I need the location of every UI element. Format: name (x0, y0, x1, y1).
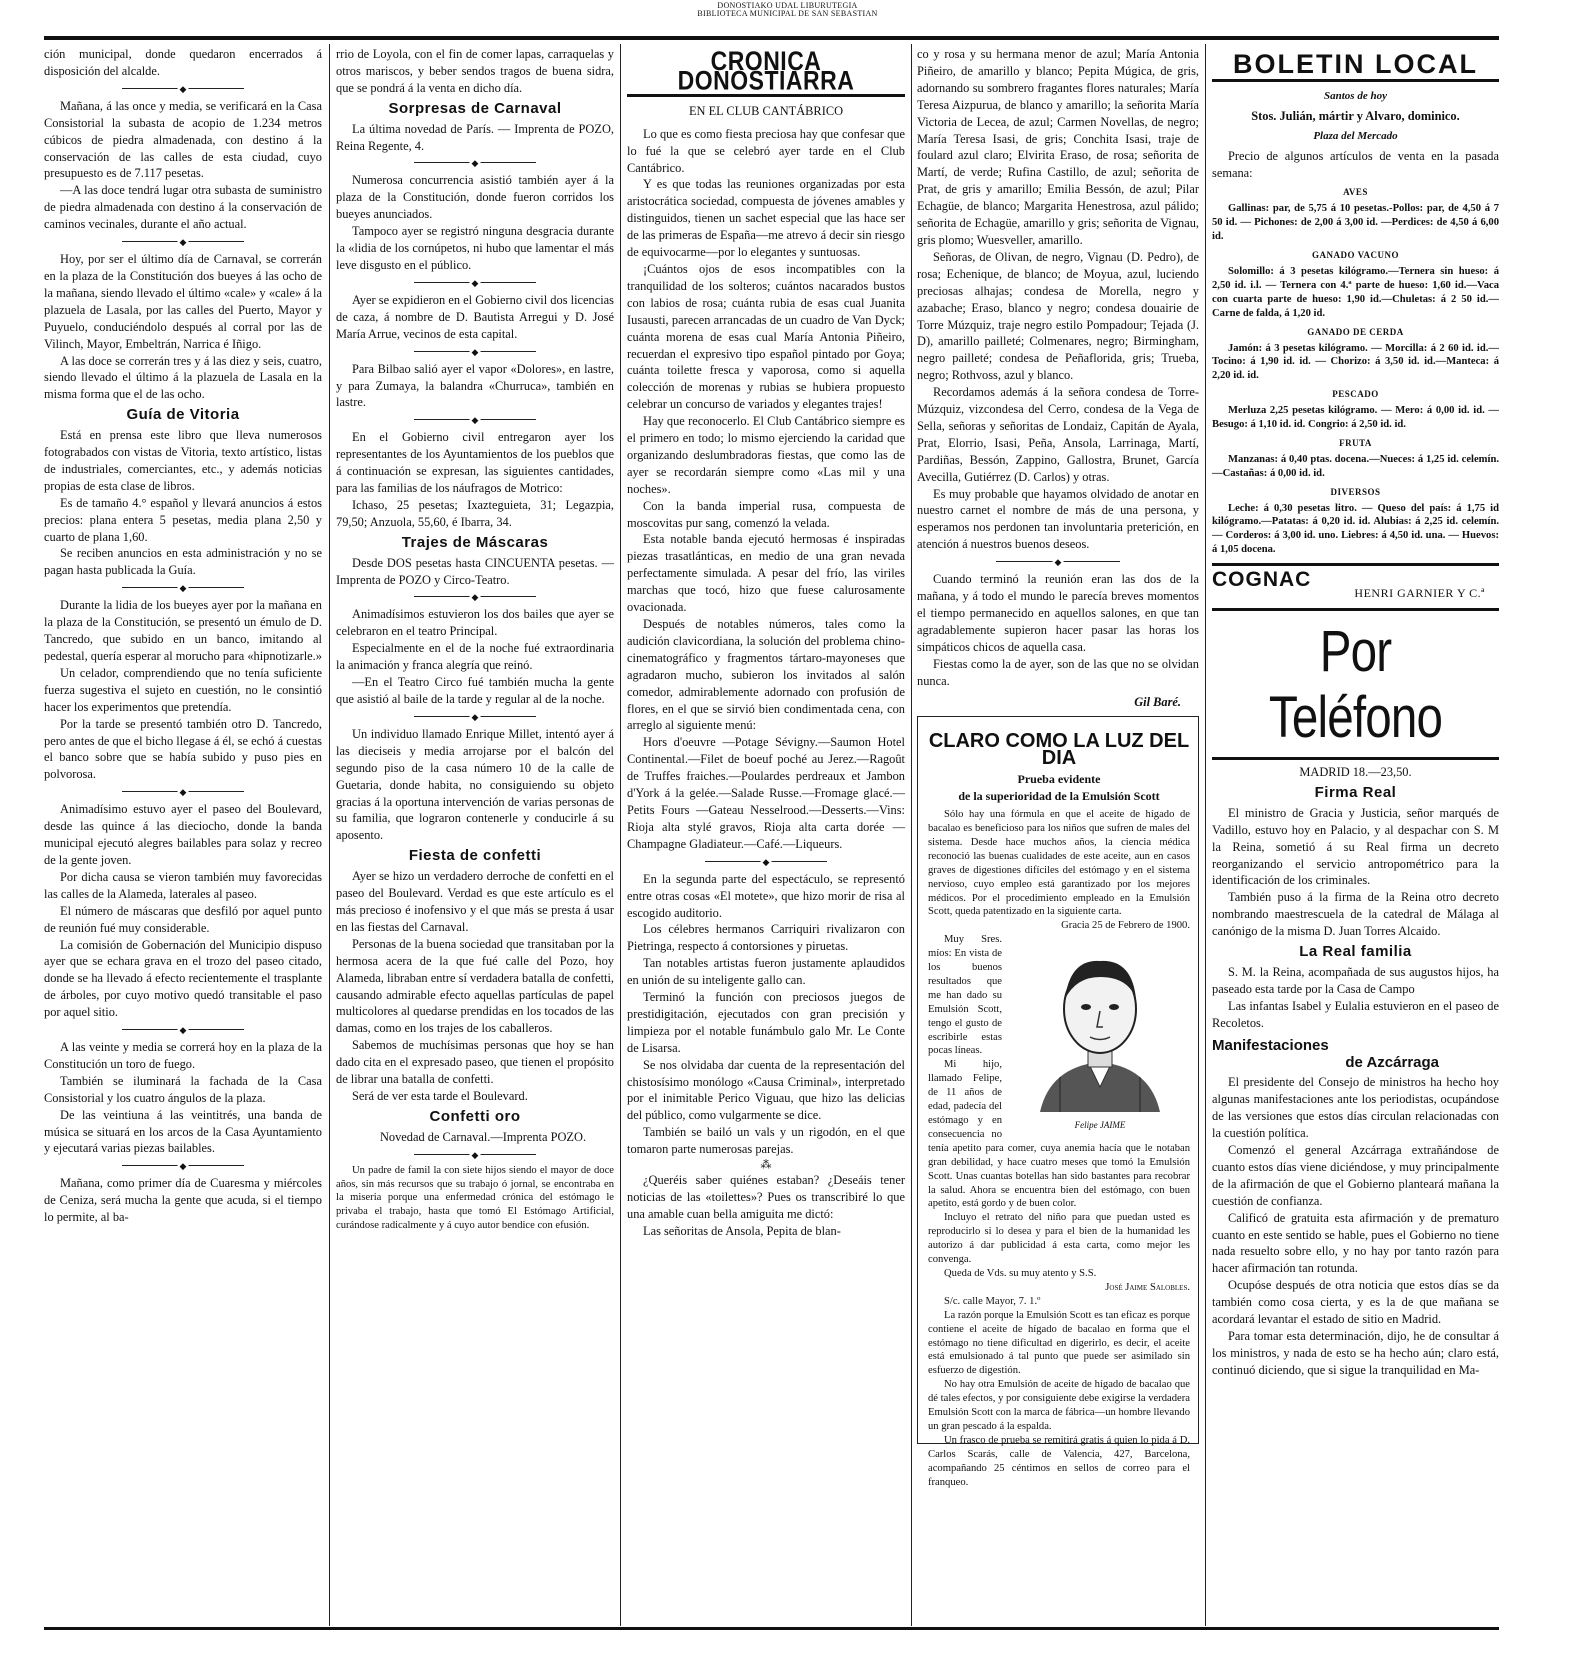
paragraph: Ichaso, 25 pesetas; Ixazteguieta, 31; Legazpia, 79,50; Anzuola, 55,60, é Ibarra, 34. (336, 497, 614, 529)
paragraph: Recordamos además á la señora condesa de Torre-Múzquiz, vizcondesa del Cerro, condesa de la Vega de Sella, señoras y señoritas de Londaiz, Capitán de Ayala, Prat, Elorrio, Isasi, Peña, Ansola, Larrinaga, Martí, Pardiñas, Bessón, Zappino, Gallostra, Brunet, García Avecilla, Gutiérrez (D. Carlos) y otras. (917, 385, 1199, 484)
advert-paragraph: Incluyo el retrato del niño para que puedan usted es reproducirlo si lo desea y para el bien de la humanidad les autorizo á dar publicidad á esta carta, como mejor les convenga. (928, 1212, 1190, 1266)
paragraph: S. M. la Reina, acompañada de sus augustos hijos, ha paseado esta tarde por la Casa de Campo (1212, 964, 1499, 996)
separator-ornament (44, 1159, 322, 1173)
separator-ornament (336, 1148, 614, 1162)
portrait-caption: Felipe JAIME (1074, 1120, 1126, 1131)
paragraph: co y rosa y su hermana menor de azul; María Antonia Piñeiro, de amarillo y blanco; Pepita Múgica, de gris, adornando su sombrero fragantes flores naturales; María Teresa Aizpurua, de blanco y amarillo; la señorita María Victoria de Lecea, de azul; Carmen Novellas, de negro; María Teresa Isasi, de gris; Conchita Isasi, traje de foulard azul claro; Elvirita Eraso, de rosa; señorita de Martí, de verde; Rufina Castillo, de azul; señorita de Prat, de gris y amarillo; Emilia Bessón, de azul; Pilar Echagüe, de blanco; Margarita Henestrosa, azul pálido; señorita de Echagüe, amarillo y gris; señorita de Vignau, gris plomo; Wuesveller, amarillo. (917, 47, 1199, 247)
paragraph: Tan notables artistas fueron justamente aplaudidos en unión de su inteligente gallo can. (627, 956, 905, 988)
section-cerda: GANADO DE CERDA (1307, 326, 1404, 337)
separator-ornament (336, 413, 614, 427)
paragraph: Por la tarde se presentó también otro D. Tancredo, pero antes de que el bicho llegase á él, se echó á cuestas el banco sobre que se había subido y puso pies en polvorosa. (44, 716, 322, 782)
paragraph: Será de ver esta tarde el Boulevard. (352, 1088, 528, 1103)
paragraph: La última novedad de París. — Imprenta de POZO, Reina Regente, 4. (336, 121, 614, 153)
column-rule (329, 44, 330, 1626)
paragraph: Con la banda imperial rusa, compuesta de moscovitas pur sang, comenzó la velada. (627, 498, 905, 530)
prices-vacuno: Solomillo: á 3 pesetas kilógramo.—Ternera sin hueso: á 2,50 id. i.l. — Ternera con 4.ª parte de hueso: 1,60 id.—Vaca con cuarta parte de hueso: 1,90 id.—Chuletas: á 2 50 id.—Carne de falda, á 1,20 id. (1212, 265, 1499, 319)
paragraph: También se bailó un vals y un rigodón, en el que tomaron parte numerosas parejas. (627, 1125, 905, 1157)
advert-paragraph: No hay otra Emulsión de aceite de hígado de bacalao que dé tales efectos, y por consiguiente debe exigirse la verdadera Emulsión Scott con la marca de fábrica—un hombre llevando un gran pescado á la espalda. (928, 1379, 1190, 1432)
paragraph: Un individuo llamado Enrique Millet, intentó ayer á las dieciseis y media arrojarse por el balcón del segundo piso de la casa número 10 de la calle de Guetaria, donde habita, no consiguiendo su objeto gracias á la oportuna intervención de varias personas de su familia, que lograron contenerle y conducirle á su aposento. (336, 726, 614, 843)
heading-fiesta-confetti: Fiesta de confetti (408, 847, 542, 865)
separator-ornament (627, 855, 905, 869)
paragraph: Desde DOS pesetas hasta CINCUENTA pesetas. — Imprenta de POZO y Circo-Teatro. (336, 555, 614, 587)
column-rule (911, 44, 912, 1626)
advert-paragraph: Queda de Vds. su muy atento y S.S. (944, 1267, 1097, 1279)
paragraph: El presidente del Consejo de ministros ha hecho hoy algunas manifestaciones ante los periodistas, ocupándose de las versiones que estos días circulan relacionadas con la cuestión política. (1212, 1075, 1499, 1141)
paragraph: Está en prensa este libro que lleva numerosos fotograbados con vistas de Vitoria, texto artístico, listas de industriales, comerciantes, etc., y además noticias propias de esta clase de libros. (44, 428, 322, 493)
heading-real-familia: La Real familia (1299, 943, 1412, 961)
heading-guia-vitoria: Guía de Vitoria (126, 406, 240, 424)
heading-manifestaciones: Manifestaciones (1212, 1036, 1329, 1054)
paragraph: Para tomar esta determinación, dijo, he de consultar á los ministros, y nada de esto se ha hecho aún; claro está, continuó diciendo, que si sigue la tranquilidad en Ma- (1212, 1329, 1499, 1377)
prices-fruta: Manzanas: á 0,40 ptas. docena.—Nueces: á 1,25 id. celemín.—Castañas: á 0,00 id. id. (1212, 453, 1499, 479)
paragraph: De las veintiuna á las veintitrés, una banda de música se situará en los arcos de la Casa Ayuntamiento y ejecutará varias piezas bailables. (44, 1107, 322, 1156)
column-2 (336, 46, 614, 1624)
paragraph: Para Bilbao salió ayer el vapor «Dolores», en lastre, y para Zumaya, la balandra «Churruca», también en lastre. (336, 361, 614, 410)
mercado-heading: Plaza del Mercado (1313, 129, 1398, 142)
paragraph: Ayer se expidieron en el Gobierno civil dos licencias de caza, á nombre de D. Bautista Arregui y D. José María Arrue, vecinos de esta capital. (336, 292, 614, 341)
paragraph: A las doce se correrán tres y á las diez y seis, cuatro, siendo llevado el último á la plazuela de Lasala en la misma forma que el de las ocho. (44, 353, 322, 402)
separator-ornament (917, 555, 1199, 569)
paragraph: Se nos olvidaba dar cuenta de la representación del chistosísimo monólogo «Causa Criminal», interpretado por el inimitable Perico Viguau, que hizo las delicias del público, como vulgarmente se dice. (627, 1057, 905, 1123)
advert-address: S/c. calle Mayor, 7. 1.º (944, 1295, 1041, 1307)
title-rule (1212, 79, 1499, 82)
separator-ornament (336, 590, 614, 604)
paragraph: Cuando terminó la reunión eran las dos de la mañana, y á todo el mundo le parecía breves momentos el tiempo permanecido en aquellos salones, en que tan agradablemente supieron hacer pasar las horas los simpáticos chicos de aquella casa. (917, 572, 1199, 654)
paragraph: Y es que todas las reuniones organizadas por esta aristocrática sociedad, compuesta de jóvenes amables y distinguidos, tienen un sachet especial que las hace ser de las primeras de España—me atrevo á decir sin riesgo de equivocarme—por lo elegantes y suntuosas. (627, 177, 905, 260)
paragraph: Se reciben anuncios en esta administración y no se pagan hasta publicada la Guía. (44, 546, 322, 578)
separator-ornament (44, 581, 322, 595)
prices-pescado: Merluza 2,25 pesetas kilógramo. — Mero: á 0,00 id. id. — Besugo: á 1,10 id. id. Congrio: á 2,50 id. id. (1212, 405, 1499, 431)
paragraph: El número de máscaras que desfiló por aquel punto de reunión fué muy considerable. (44, 903, 322, 935)
column-rule (620, 44, 621, 1626)
boy-portrait-illustration (1010, 937, 1190, 1117)
section-pescado: PESCADO (1332, 389, 1379, 400)
paragraph: rrio de Loyola, con el fin de comer lapas, carraquelas y otros mariscos, y beber sendos tragos de buena sidra, que se pondrá á la venta en dicho día. (336, 47, 614, 95)
santos-text: Stos. Julián, mártir y Alvaro, dominico. (1251, 108, 1460, 123)
separator-ornament (44, 82, 322, 96)
santos-heading: Santos de hoy (1324, 89, 1387, 102)
advert-subtitle: Prueba evidente (1017, 772, 1101, 787)
advert-estomago: Un padre de famil la con siete hijos siendo el mayor de doce años, sin más recursos que su trabajo ó jornal, se encontraba en la miseria porque una enfermedad crónica del estómago le privaba el trabajo, hasta que tomó El Estómago Artificial, curándose radicalmente y á cuyo autor bendice con efusión. (336, 1164, 614, 1232)
cronica-title: CRONICA DONOSTIARRA (677, 45, 855, 96)
paragraph: Ocupóse después de otra noticia que estos días se da también como cosa cierta, y es la de que mañana se acordará levantar el estado de sitio en Madrid. (1212, 1278, 1499, 1327)
separator-ornament (44, 1023, 322, 1037)
separator-ornament (336, 710, 614, 724)
advert-paragraph: Mi hijo, llamado Felipe, de 11 años de edad, padecía del estómago y en consecuencia no tenía apetito para comer, cuya anemia hacía que le notaban gran debilidad, y hace cuatro meses que tomó la Emulsión Scott. Unas cuantas botellas han sido bastantes para recobrar la salud. Ahora se encuentra bien del estómago, con buen apetito, está gordo y de buen color. (928, 1059, 1190, 1210)
advert-date: Gracia 25 de Febrero de 1900. (1061, 920, 1190, 932)
paragraph: Es de tamaño 4.° español y llevará anuncios á estos precios: plana entera 5 pesetas, media plana 2,50 y cuarto de plana 1,60. (44, 495, 322, 544)
section-aves: AVES (1343, 187, 1368, 198)
advert-paragraph: Sólo hay una fórmula en que el aceite de hígado de bacalao es beneficioso para los niños que sufren de males del sistema. Desde hace muchos años, la ciencia médica reconoció las buenas cualidades de este aceite, aun en casos graves de digestiones difíciles del estómago y en el sistema nervioso, cuyo empleo está garantizado por los mejores médicos. Por el procedimiento empleado en la Emulsión Scott, queda patentizado en la siguiente carta. (928, 809, 1190, 918)
paragraph: Mañana, á las once y media, se verificará en la Casa Consistorial la subasta de acopio de 1.234 metros cúbicos de piedra almadenada, con destino á la conservación de las calles de esta ciudad, cuyo presupuesto es de 7.117 pesetas. (44, 98, 322, 181)
paragraph: Fiestas como la de ayer, son de las que no se olvidan nunca. (917, 656, 1199, 688)
paragraph: También puso á la firma de la Reina otro decreto nombrando maestrescuela de la catedral de Málaga al canónigo de la misma D. Juan Torres Alcaido. (1212, 890, 1499, 939)
paragraph: Animadísimos estuvieron los dos bailes que ayer se celebraron en el teatro Principal. (336, 607, 614, 639)
separator-ornament (44, 235, 322, 249)
advert-paragraph: Un frasco de prueba se remitirá gratis á quien lo pida á D. Carlos Scarás, calle de Valencia, 427, Barcelona, acompañando 25 céntimos en sellos de correo para el franqueo. (928, 1434, 1190, 1488)
top-rule (44, 36, 1499, 40)
paragraph: Terminó la función con preciosos juegos de prestidigitación, ejecutados con gran precisión y limpieza por el notable funámbulo galo Mr. Le Conte de Lisarsa. (627, 990, 905, 1055)
paragraph: ción municipal, donde quedaron encerrados á disposición del alcalde. (44, 47, 322, 78)
paragraph: Lo que es como fiesta preciosa hay que confesar que lo fué la que se celebró ayer tarde en el Club Cantábrico. (627, 126, 905, 175)
advert-title: CLARO COMO LA LUZ DEL DIA (928, 730, 1190, 770)
advert-subtitle: de la superioridad de la Emulsión Scott (958, 789, 1160, 804)
paragraph: Animadísimo estuvo ayer el paseo del Boulevard, desde las quince á las dieciocho, donde la banda municipal ejecutó alegres bailables para solaz y recreo de la gente joven. (44, 802, 322, 867)
paragraph: ¿Queréis saber quiénes estaban? ¿Deseáis tener noticias de las «toilettes»? Pues os transcribiré lo que una amable cuan bella amiguita me dictó: (627, 1173, 905, 1221)
separator-ornament (336, 276, 614, 290)
column-rule (1205, 44, 1206, 1626)
section-vacuno: GANADO VACUNO (1312, 250, 1399, 261)
paragraph: Hoy, por ser el último día de Carnaval, se correrán en la plaza de la Constitución dos bueyes á las ocho de la mañana, siendo llevado el último «cale» y «cale» á la plazuela de Lasala, por las calles del Puerto, Mayor y Puyuelo, conduciéndolo después al corral por las de Vilinch, Mayor, Embeltrán, Narrica é Iñigo. (44, 252, 322, 351)
prices-aves: Gallinas: par, de 5,75 á 10 pesetas.-Pollos: par, de 4,50 á 7 50 id. — Pichones: de 2,00 á 3,00 id. —Perdices: de 4,50 á 6,00 id. (1212, 203, 1499, 243)
paragraph: Mañana, como primer día de Cuaresma y miércoles de Ceniza, será mucha la gente que acuda, si el tiempo lo permite, al ba- (44, 1176, 322, 1225)
section-rule (1212, 608, 1499, 611)
por-telefono-title: Por Teléfono (1268, 619, 1443, 750)
paragraph: Un celador, comprendiendo que no tenía suficiente fuerza sugestiva el sujeto en cuestión, no le consintió hacer los experimentos que pretendía. (44, 665, 322, 714)
separator-ornament (336, 345, 614, 359)
section-rule (1212, 563, 1499, 566)
paragraph: Durante la lidia de los bueyes ayer por la mañana en la plaza de la Constitución, se presentó un émulo de D. Tancredo, que subido en un banco, imitando al pedestal, quería esperar al morucho para «hipnotizarle.» (44, 598, 322, 663)
paragraph: Novedad de Carnaval.—Imprenta POZO. (379, 1129, 587, 1144)
paragraph: ¡Cuántos ojos de esos incompatibles con la tranquilidad de los solteros; cuántos nacarados bustos con labios de rosa; cuánta rubia de esas cual Juanita Iusausti, parecen arrancadas de un cuadro de Van Dyck; cuánta morena de esas cual María Antonia Piñeiro, recuerdan el expresivo tipo español pintado por Goya; cuánta toilette fresca y vaporosa, como si aquella colección de morenas y rubias se hubiera propuesto celebrar un concurso de variados y elegantes trajes! (627, 261, 905, 412)
paragraph: En el Gobierno civil entregaron ayer los representantes de los Ayuntamientos de los pueblos que á continuación se expresan, las siguientes cantidades, para las familias de los náufragos de Motrico: (336, 430, 614, 496)
asterism-ornament: ⁂ (760, 1159, 772, 1172)
paragraph: También se iluminará la fachada de la Casa Consistorial y los cuatro ángulos de la plaza. (44, 1073, 322, 1105)
paragraph: Ayer se hizo un verdadero derroche de confetti en el paseo del Boulevard. Verdad es que este artículo es el más precioso é inofensivo y el que más se presta á usar en las fiestas del Carnaval. (336, 869, 614, 934)
paragraph: La comisión de Gobernación del Municipio dispuso ayer que se echara grava en el trozo del paseo citado, donde se ha llevado á efecto recientemente el trasplante de árboles, por cuyo motivo quedó transitable el paso por aquel sitio. (44, 937, 322, 1020)
section-diversos: DIVERSOS (1330, 486, 1381, 497)
library-stamp-line2: BIBLIOTECA MUNICIPAL DE SAN SEBASTIAN (697, 9, 878, 18)
paragraph: Tampoco ayer se registró ninguna desgracia durante la «lidia de los cornúpetos, ni hubo que lamentar el más leve disgusto en el público. (336, 224, 614, 272)
heading-firma-real: Firma Real (1314, 783, 1397, 801)
library-stamp-line1: DONOSTIAKO UDAL LIBURUTEGIA (717, 1, 858, 10)
paragraph: Los célebres hermanos Carriquiri rivalizaron con Pietringa, respecto á contorsiones y piruetas. (627, 922, 905, 954)
library-stamp (0, 2, 1575, 18)
column-1 (44, 46, 322, 1624)
cronica-subtitle: EN EL CLUB CANTÁBRICO (688, 103, 844, 118)
scott-emulsion-advert (917, 716, 1199, 1488)
heading-azcarraga: de Azcárraga (1345, 1053, 1439, 1071)
column-4 (917, 46, 1199, 1624)
paragraph: El ministro de Gracia y Justicia, señor marqués de Vadillo, estuvo hoy en Palacio, y al despachar con S. M la Reina, sometió á su Real firma un decreto reorganizando el servicio antropométrico para la identificación de los criminales. (1212, 805, 1499, 888)
paragraph: Por dicha causa se vieron también muy favorecidas las calles de la Alameda, laterales al paseo. (44, 869, 322, 901)
paragraph: Numerosa concurrencia asistió también ayer á la plaza de la Constitución, donde fueron corridos los bueyes anunciados. (336, 173, 614, 222)
advert-paragraph: Muy Sres. míos: En vista de los buenos resultados que me han dado su Emulsión Scott, tengo el gusto de escribirle estas pocas líneas. (928, 934, 1002, 1057)
paragraph: Comenzó el general Azcárraga extrañándose de cuanto estos días viene diciéndose, y muy principalmente de la afirmación de que el Gobierno planteará mañana la cuestión de confianza. (1212, 1143, 1499, 1208)
paragraph: Después de notables números, tales como la audición clavicordiana, la solución del problema chino-cinematográfico y fragmentos tártaro-mayoneses que agradaron mucho, subieron los invitados al salón comedor, admirablemente adornado con profusión de flores, en el que se sirvió bien condimentada cena, con arreglo al siguiente menú: (627, 617, 905, 733)
prices-cerda: Jamón: á 3 pesetas kilógramo. — Morcilla: á 2 60 id. id.—Tocino: á 1,90 id. id. — Chorizo: á 3,50 id. id.—Manteca: á 2,20 id. id. (1212, 342, 1499, 382)
signature: Gil Baré. (1134, 694, 1181, 709)
cognac-advert-maker: HENRI GARNIER Y C.ª (1354, 586, 1485, 601)
column-3 (627, 46, 905, 1624)
advert-sender: José Jaime Salobles. (1105, 1281, 1190, 1293)
paragraph: —A las doce tendrá lugar otra subasta de suministro de piedra almadenada con destino á la conservación de caminos vecinales, durante el año actual. (44, 183, 322, 232)
advert-paragraph: La razón porque la Emulsión Scott es tan eficaz es porque contiene el aceite de hígado de bacalao en forma que el estómago no tiene dificultad en digerirlo, es decir, el aceite está emulsionado á tal punto que puede ser asimilado sin esfuerzo de digestión. (928, 1309, 1190, 1377)
paragraph: Precio de algunos artículos de venta en la pasada semana: (1212, 148, 1499, 180)
paragraph: —En el Teatro Circo fué también mucha la gente que asistió al baile de la tarde y regular al de la noche. (336, 675, 614, 706)
cognac-advert-title: COGNAC (1212, 568, 1312, 592)
paragraph: Esta notable banda ejecutó hermosas é inspiradas piezas trasatlánticas, en medio de una gran nevada perfectamente simulada. A pesar del frío, las viriles marchas que tocó, hizo que fuese calurosamente ovacionada. (627, 532, 905, 615)
paragraph: Las señoritas de Ansola, Pepita de blan- (643, 1223, 841, 1238)
heading-sorpresas: Sorpresas de Carnaval (388, 99, 562, 117)
section-fruta: FRUTA (1339, 437, 1372, 448)
boletin-title: BOLETIN LOCAL (1233, 49, 1478, 79)
prices-diversos: Leche: á 0,30 pesetas litro. — Queso del país: á 1,75 id kilógramo.—Patatas: á 0,20 id. id. Alubias: á 2,25 id. celemín. — Corderos: á 3,00 id. uno. Liebres: á 4,50 id. una. — Huevos: á 1,05 docena. (1212, 502, 1499, 556)
paragraph: A las veinte y media se correrá hoy en la plaza de la Constitución un toro de fuego. (44, 1040, 322, 1071)
paragraph: Personas de la buena sociedad que transitaban por la hermosa acera de la que fué calle del Pozo, hoy Alameda, libraban entre sí verdadera batalla de confetti, causando admirable efecto aquellas partículas de papel multicolores al quedarse prendidas en los tocados de las damas, como en los trajes de los caballeros. (336, 936, 614, 1036)
heading-confetti-oro: Confetti oro (429, 1107, 521, 1125)
column-5 (1212, 46, 1499, 1624)
paragraph: Hay que reconocerlo. El Club Cantábrico siempre es el primero en todo; lo mismo ejerciendo la caridad que organizando deslumbradoras fiestas, que como las de ayer se recordarán siempre como «Las mil y una noches». (627, 414, 905, 496)
portrait-figure (1010, 937, 1190, 1132)
paragraph: Sabemos de muchísimas personas que hoy se han dado cita en el expresado paseo, que tienen el propósito de librar una batalla de confetti. (336, 1038, 614, 1087)
separator-ornament (336, 156, 614, 170)
heading-trajes: Trajes de Máscaras (401, 533, 549, 551)
paragraph: Es muy probable que hayamos olvidado de anotar en nuestro carnet el nombre de más de una persona, y esperamos nos perdonen tan involuntaria preterición, en atención á nuestros buenos deseos. (917, 486, 1199, 552)
paragraph: Las infantas Isabel y Eulalia estuvieron en el paseo de Recoletos. (1212, 998, 1499, 1030)
bottom-rule (44, 1627, 1499, 1630)
paragraph: En la segunda parte del espectáculo, se representó entre otras cosas «El motete», que hizo morir de risa al escogido auditorio. (627, 871, 905, 920)
separator-ornament (44, 785, 322, 799)
menu-paragraph: Hors d'oeuvre —Potage Sévigny.—Saumon Hotel Continental.—Filet de boeuf poché au Jerez.—Ragoût de Truffes fraiches.—Poulardes perdreaux et Jambon d'York á la gelée.—Salade Russe.—Fromage glacé.—Petits Fours —Gateau Nesselrood.—Desserts.—Vins: Rioja alta stylé gravos, Rioja alta carta dorée —Champagne Gladiateur.—Café.—Liqueurs. (627, 735, 905, 851)
paragraph: Calificó de gratuita esta afirmación y de prematuro cuanto en este sentido se hable, pues el Gobierno no tiene nada resuelto sobre ello, y no hay por tanto razón para hacer afirmación tan rotunda. (1212, 1210, 1499, 1276)
paragraph: Especialmente en el de la noche fué extraordinaria la animación y franca alegría que reinó. (336, 641, 614, 673)
title-rule (1212, 757, 1499, 760)
paragraph: Señoras, de Olivan, de negro, Vignau (D. Pedro), de rosa; Echenique, de blanco; de Moyua, azul, luciendo preciosas alhajas; condesa de Morella, negro y azabache; Eraso, blanco y negro; condesa douairie de Torre Múzquiz, traje negro estilo Pompadour; Tejada (J. D), amarillo pailleté; Colmenares, negro; Birmingham, negro pailleté; condesa de Peñaflorida, gris; Trueba, negro; Rothvoss, azul y blanco. (917, 249, 1199, 383)
dateline: MADRID 18.—23,50. (1299, 765, 1412, 779)
